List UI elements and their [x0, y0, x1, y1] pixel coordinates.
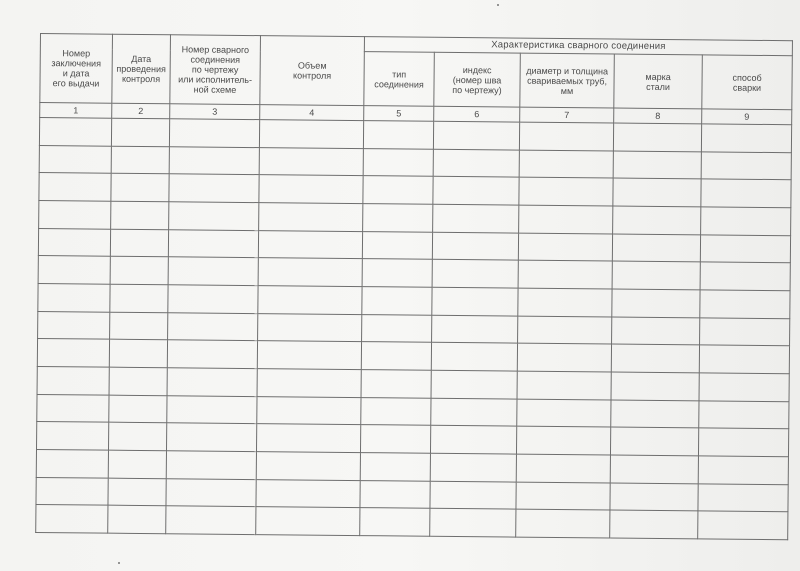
header-weld-joint-number: Номер сварного соединения по чертежу или исполнитель- ной схеме [170, 35, 261, 105]
scan-speck [118, 562, 120, 564]
table-cell[interactable] [36, 477, 108, 505]
table-cell[interactable] [169, 119, 259, 148]
table-cell[interactable] [168, 229, 258, 258]
table-cell[interactable] [257, 396, 361, 425]
table-cell[interactable] [519, 177, 613, 206]
table-cell[interactable] [256, 451, 360, 480]
table-cell[interactable] [168, 312, 258, 341]
table-cell[interactable] [111, 174, 169, 202]
table-cell[interactable] [433, 204, 519, 232]
column-number: 7 [520, 107, 614, 123]
table-cell[interactable] [612, 317, 700, 345]
header-joint-type: тип соединения [364, 52, 435, 107]
table-cell[interactable] [611, 400, 699, 428]
table-cell[interactable] [258, 230, 362, 259]
table-cell[interactable] [517, 343, 611, 372]
table-cell[interactable] [38, 256, 110, 284]
table-cell[interactable] [610, 483, 698, 511]
table-cell[interactable] [432, 287, 518, 315]
table-cell[interactable] [517, 371, 611, 400]
table-cell[interactable] [111, 146, 169, 174]
table-cell[interactable] [257, 369, 361, 398]
header-steel-grade: марка стали [614, 54, 703, 109]
column-number: 4 [260, 105, 364, 121]
table-cell[interactable] [610, 427, 698, 455]
table-cell[interactable] [361, 370, 431, 398]
table-cell[interactable] [258, 313, 362, 342]
table-cell[interactable] [698, 428, 788, 457]
table-cell[interactable] [258, 286, 362, 315]
table-cell[interactable] [111, 118, 169, 146]
column-number: 6 [434, 106, 520, 122]
table-cell[interactable] [518, 260, 612, 289]
table-cell[interactable] [610, 510, 698, 539]
table-cell[interactable] [518, 288, 612, 317]
table-cell[interactable] [363, 204, 433, 232]
table-cell[interactable] [432, 232, 518, 260]
table-cell[interactable] [110, 256, 168, 284]
column-number: 3 [170, 104, 260, 120]
table-cell[interactable] [701, 207, 791, 236]
table-cell[interactable] [362, 287, 432, 315]
table-cell[interactable] [518, 316, 612, 345]
table-cell[interactable] [39, 145, 111, 173]
table-cell[interactable] [519, 122, 613, 151]
table-cell[interactable] [37, 394, 109, 422]
table-cell[interactable] [360, 508, 430, 536]
header-report-number-date: Номер заключения и дата его выдачи [40, 34, 113, 104]
table-cell[interactable] [613, 151, 701, 179]
table-cell[interactable] [360, 452, 430, 480]
table-cell[interactable] [611, 344, 699, 372]
table-cell[interactable] [701, 124, 791, 153]
table-cell[interactable] [516, 509, 610, 538]
table-cell[interactable] [109, 395, 167, 423]
table-cell[interactable] [37, 366, 109, 394]
table-cell[interactable] [362, 231, 432, 259]
table-cell[interactable] [613, 206, 701, 234]
table-cell[interactable] [38, 283, 110, 311]
table-cell[interactable] [110, 312, 168, 340]
table-cell[interactable] [259, 175, 363, 204]
table-cell[interactable] [362, 314, 432, 342]
table-cell[interactable] [168, 257, 258, 286]
table-cell[interactable] [612, 234, 700, 262]
table-cell[interactable] [701, 152, 791, 181]
table-cell[interactable] [516, 482, 610, 511]
table-cell[interactable] [110, 284, 168, 312]
column-number: 1 [40, 103, 112, 119]
table-cell[interactable] [432, 315, 518, 343]
column-number: 9 [702, 109, 792, 125]
blank-entry-rows [36, 118, 792, 540]
table-cell[interactable] [430, 453, 516, 481]
table-cell[interactable] [516, 426, 610, 455]
table-cell[interactable] [360, 480, 430, 508]
table-cell[interactable] [361, 397, 431, 425]
table-cell[interactable] [699, 373, 789, 402]
table-cell[interactable] [168, 285, 258, 314]
table-cell[interactable] [363, 121, 433, 149]
table-cell[interactable] [36, 449, 108, 477]
table-cell[interactable] [613, 178, 701, 206]
table-cell[interactable] [258, 258, 362, 287]
column-number: 2 [112, 103, 170, 119]
table-cell[interactable] [39, 200, 111, 228]
table-cell[interactable] [108, 422, 166, 450]
table-cell[interactable] [362, 259, 432, 287]
table-cell[interactable] [700, 317, 790, 346]
table-cell[interactable] [108, 478, 166, 506]
column-number: 8 [614, 108, 702, 124]
table-cell[interactable] [698, 456, 788, 485]
table-cell[interactable] [698, 483, 788, 512]
table-cell[interactable] [431, 398, 517, 426]
table-cell[interactable] [433, 149, 519, 177]
table-cell[interactable] [519, 205, 613, 234]
table-cell[interactable] [110, 229, 168, 257]
header-weld-index: индекс (номер шва по чертежу) [434, 52, 521, 107]
table-cell[interactable] [700, 234, 790, 263]
table-cell[interactable] [109, 339, 167, 367]
table-cell[interactable] [109, 367, 167, 395]
table-cell[interactable] [257, 341, 361, 370]
table-row [36, 505, 788, 540]
table-cell[interactable] [612, 261, 700, 289]
table-cell[interactable] [36, 505, 108, 534]
table-cell[interactable] [363, 148, 433, 176]
table-cell[interactable] [38, 311, 110, 339]
scan-speck [497, 4, 499, 6]
column-number: 5 [364, 106, 434, 122]
header-weld-characteristics: Характеристика сварного соединения [364, 37, 792, 56]
table-cell[interactable] [108, 505, 166, 533]
header-control-volume: Объем контроля [260, 36, 365, 106]
table-cell[interactable] [256, 479, 360, 508]
table-cell[interactable] [169, 202, 259, 231]
table-cell[interactable] [430, 425, 516, 453]
table-cell[interactable] [259, 120, 363, 149]
table-cell[interactable] [610, 455, 698, 483]
table-cell[interactable] [699, 345, 789, 374]
table-cell[interactable] [518, 233, 612, 262]
table-cell[interactable] [433, 177, 519, 205]
table-cell[interactable] [433, 121, 519, 149]
table-cell[interactable] [166, 478, 256, 507]
table-cell[interactable] [700, 290, 790, 319]
table-cell[interactable] [39, 118, 111, 146]
table-cell[interactable] [111, 201, 169, 229]
table-cell[interactable] [169, 174, 259, 203]
table-cell[interactable] [39, 173, 111, 201]
table-cell[interactable] [517, 399, 611, 428]
table-cell[interactable] [363, 176, 433, 204]
table-cell[interactable] [166, 423, 256, 452]
table-cell[interactable] [37, 339, 109, 367]
table-cell[interactable] [361, 342, 431, 370]
table-cell[interactable] [259, 203, 363, 232]
table-cell[interactable] [360, 425, 430, 453]
table-cell[interactable] [701, 179, 791, 208]
table-cell[interactable] [38, 228, 110, 256]
table-cell[interactable] [432, 260, 518, 288]
table-cell[interactable] [259, 147, 363, 176]
table-cell[interactable] [167, 368, 257, 397]
table-cell[interactable] [108, 450, 166, 478]
table-cell[interactable] [430, 481, 516, 509]
table-cell[interactable] [167, 395, 257, 424]
table-cell[interactable] [256, 507, 360, 536]
table-cell[interactable] [698, 511, 788, 540]
table-cell[interactable] [166, 451, 256, 480]
table-cell[interactable] [430, 508, 516, 537]
header-welding-method: способ сварки [702, 55, 793, 110]
table-cell[interactable] [613, 123, 701, 151]
welding-control-table [35, 33, 793, 540]
table-cell[interactable] [256, 424, 360, 453]
table-cell[interactable] [699, 400, 789, 429]
table-cell[interactable] [611, 372, 699, 400]
table-cell[interactable] [519, 150, 613, 179]
table-cell[interactable] [37, 422, 109, 450]
header-control-date: Дата проведения контроля [112, 34, 171, 104]
table-cell[interactable] [166, 506, 256, 535]
table-cell[interactable] [169, 146, 259, 175]
table-cell[interactable] [700, 262, 790, 291]
table-cell[interactable] [431, 370, 517, 398]
table-cell[interactable] [167, 340, 257, 369]
table-cell[interactable] [612, 289, 700, 317]
header-pipe-diameter-thickness: диаметр и толщина свариваемых труб, мм [520, 53, 615, 108]
table-cell[interactable] [431, 343, 517, 371]
table-cell[interactable] [516, 454, 610, 483]
